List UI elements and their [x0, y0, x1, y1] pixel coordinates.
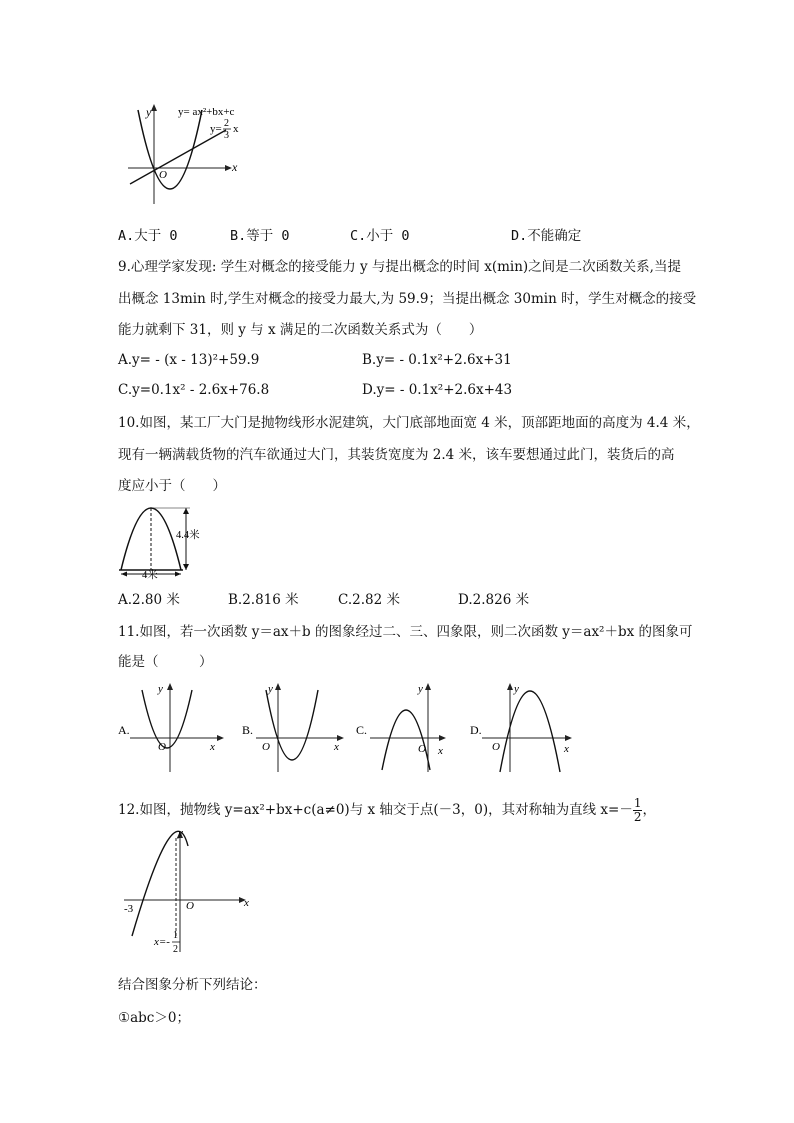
y-label: y: [418, 683, 423, 695]
q9-option-d: D.y= - 0.1x²+2.6x+43: [362, 382, 513, 398]
width-arrow-right: [175, 572, 181, 577]
q10-option-d: D.2.826 米: [458, 592, 530, 608]
graph-b-label: B.: [242, 723, 254, 737]
q9-line-1: 9.心理学家发现: 学生对概念的接受能力 y 与提出概念的时间 x(min)之间是二次函数关系,当提: [118, 259, 681, 275]
q9-option-a: A.y= - (x - 13)²+59.9: [118, 352, 260, 368]
symmetry-frac-den: 2: [173, 944, 178, 955]
q8-option-c: C.小于 0: [350, 228, 410, 244]
y-label: y: [178, 827, 183, 839]
q10-line-1: 10.如图，某工厂大门是抛物线形水泥建筑，大门底部地面宽 4 米，顶部距地面的高度为 4.4 米，: [118, 415, 700, 431]
line-label-prefix: y=: [210, 123, 222, 135]
q11-line-2: 能是（ ）: [118, 654, 213, 670]
q9-line-3: 能力就剩下 31，则 y 与 x 满足的二次函数关系式为（ ）: [118, 322, 483, 338]
y-axis-arrow: [507, 683, 513, 690]
q12-line-1: [118, 790, 656, 830]
graph-a-label: A.: [118, 723, 130, 737]
symmetry-frac-num: 1: [173, 930, 178, 941]
q8-option-b: B.等于 0: [230, 228, 290, 244]
q12-frac-num: 1: [633, 795, 642, 810]
parabola-label: y= ax²+bx+c: [178, 106, 235, 118]
x-label: x: [210, 741, 215, 753]
y-label: y: [514, 683, 519, 695]
parabola-curve: [142, 690, 192, 748]
q10-option-b: B.2.816 米: [228, 592, 299, 608]
x-axis-arrow: [439, 735, 446, 741]
height-label: 4.4米: [176, 530, 200, 541]
parabola-curve: [266, 690, 318, 760]
q8-figure: [118, 96, 258, 208]
q12-suffix: ，: [642, 802, 656, 818]
graph-c-label: C.: [356, 723, 368, 737]
y-axis-arrow: [151, 104, 157, 111]
origin-label: O: [262, 741, 270, 753]
q10-option-c: C.2.82 米: [338, 592, 400, 608]
q9-line-2: 出概念 13min 时,学生对概念的接受力最大,为 59.9；当提出概念 30min 时，学生对概念的接受: [118, 291, 697, 307]
q12-frac-den: 2: [633, 809, 642, 824]
x-axis-arrow: [565, 735, 572, 741]
graph-d-label: D.: [470, 723, 482, 737]
width-label: 4米: [142, 570, 158, 580]
q8-option-d: D.不能确定: [511, 228, 582, 244]
q10-option-a: A.2.80 米: [118, 592, 180, 608]
q11-graph-b: [240, 680, 355, 775]
q8-option-a: A.大于 0: [118, 228, 178, 244]
origin-label: O: [186, 900, 194, 912]
q11-graph-d: [468, 680, 583, 775]
q10-line-3: 度应小于（ ）: [118, 478, 226, 494]
line-label-suffix: x: [233, 123, 239, 135]
y-axis-label: y: [146, 105, 152, 119]
parabola-curve: [500, 691, 560, 772]
x-label: x: [244, 897, 249, 909]
q12-conclusion-1: ①abc＞0；: [118, 1010, 190, 1026]
origin-label: O: [159, 169, 167, 181]
x-axis-label: x: [232, 160, 238, 174]
y-axis-arrow: [275, 683, 281, 690]
parabola-curve: [382, 710, 430, 770]
q12-prefix: 12.如图，抛物线 y=ax²+bx+c(a≠0)与 x 轴交于点(－3，0)，其对称轴为直线 x=－: [118, 802, 633, 818]
origin-label: O: [158, 741, 166, 753]
q12-fraction: [633, 797, 643, 824]
line-label-num: 2: [224, 118, 229, 129]
y-label: y: [158, 683, 163, 695]
origin-label: O: [418, 743, 426, 755]
y-label: y: [268, 683, 273, 695]
symmetry-label: x=-: [154, 936, 170, 948]
q10-line-2: 现有一辆满载货物的汽车欲通过大门，其装货宽度为 2.4 米，该车要想通过此门，装货后的高: [118, 447, 675, 463]
height-arrow-top: [183, 508, 189, 514]
width-arrow-left: [121, 572, 127, 577]
x-label: x: [334, 741, 339, 753]
x-label: x: [564, 743, 569, 755]
q10-gate-figure: [116, 500, 216, 580]
y-axis-arrow: [425, 683, 431, 690]
q9-option-b: B.y= - 0.1x²+2.6x+31: [362, 352, 512, 368]
height-arrow-bottom: [183, 564, 189, 570]
q9-option-c: C.y=0.1x² - 2.6x+76.8: [118, 382, 270, 398]
line-label-den: 3: [224, 130, 229, 141]
x-axis-arrow: [217, 735, 224, 741]
x-axis-arrow: [225, 165, 232, 171]
q11-line-1: 11.如图，若一次函数 y＝ax＋b 的图象经过二、三、四象限，则二次函数 y＝ax²＋bx 的图象可: [118, 624, 693, 640]
q12-figure: [118, 826, 258, 958]
origin-label: O: [492, 741, 500, 753]
q12-analysis: 结合图象分析下列结论：: [118, 977, 267, 993]
neg3-label: -3: [124, 903, 134, 915]
x-label: x: [438, 745, 443, 757]
y-axis-arrow: [167, 683, 173, 690]
q11-graph-c: [354, 680, 469, 775]
q11-graph-a: [116, 680, 231, 775]
